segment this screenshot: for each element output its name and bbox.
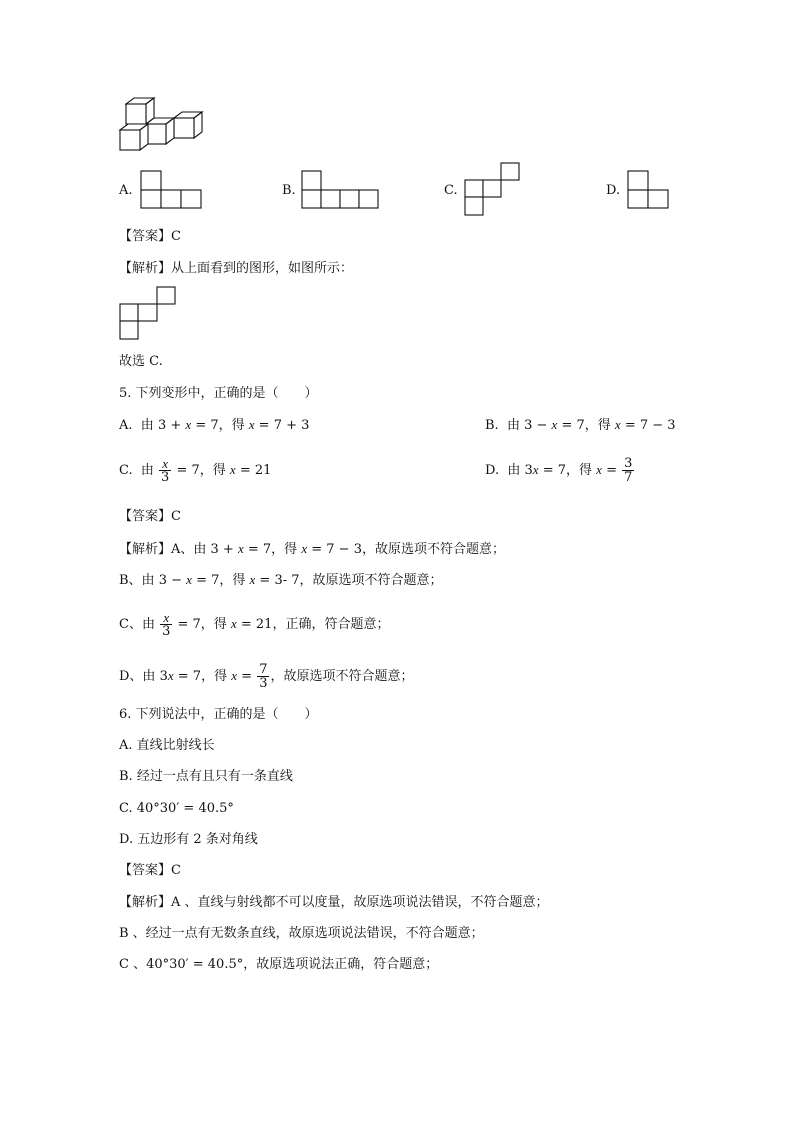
- q5-analysis-c-fraction: [160, 611, 172, 638]
- q5-option-c-num: x: [159, 457, 171, 471]
- q5-analysis-d-den: 3: [259, 676, 268, 691]
- q5-analysis-c-a2: = 7，得: [177, 617, 227, 632]
- q5-option-b-pre: 由: [506, 418, 520, 433]
- cube-stack-figure: [112, 96, 212, 158]
- q4-option-d-label[interactable]: D.: [606, 183, 621, 198]
- q5-analysis-d-num: 7: [259, 662, 268, 677]
- q5-analysis-a-tail: ，故原选项不符合题意；: [361, 542, 505, 557]
- q5-analysis-a-var2: x: [301, 541, 308, 556]
- q5-option-d[interactable]: [485, 455, 635, 486]
- q5-option-c-fraction: [159, 457, 171, 484]
- q4-option-d-figure: [626, 170, 670, 210]
- q5-analysis-d-var: x: [167, 668, 174, 683]
- q5-option-b-var2: x: [614, 417, 621, 432]
- q5-analysis-d-a3: =: [241, 669, 253, 684]
- q5-option-d-var2: x: [596, 462, 602, 477]
- q5-option-d-eq1b: = 7，得: [542, 463, 593, 478]
- q6-analysis-c: C 、40°30′ = 40.5°，故原选项说法正确，符合题意；: [119, 957, 439, 972]
- q5-option-d-pre: 由: [507, 463, 521, 478]
- q4-option-b-figure: [301, 170, 381, 210]
- q5-analysis-c-pre: C、由: [119, 617, 155, 632]
- q5-option-a[interactable]: [119, 417, 309, 434]
- q5-analysis-b-a2: = 7，得: [196, 573, 246, 588]
- q4-option-a-label[interactable]: A.: [119, 183, 133, 198]
- q5-option-a-label: A.: [119, 418, 133, 433]
- q4-option-b-label[interactable]: B.: [282, 183, 296, 198]
- q5-analysis-c: [119, 609, 389, 640]
- q5-analysis-c-var: x: [230, 616, 237, 631]
- q6-analysis-a: 【解析】A 、直线与射线都不可以度量，故原选项说法错误，不符合题意；: [119, 895, 549, 910]
- q5-option-c-tail: = 21: [239, 463, 272, 478]
- q5-option-c-mid: = 7，得: [176, 463, 226, 478]
- q5-option-d-den: 7: [624, 470, 633, 485]
- q5-option-c[interactable]: [119, 455, 271, 486]
- q5-analysis-b-pre: B、由: [119, 573, 155, 588]
- q5-option-a-var2: x: [248, 417, 255, 432]
- q5-analysis-d-var2: x: [231, 668, 237, 683]
- q6-option-a[interactable]: A. 直线比射线长: [119, 738, 215, 753]
- q5-option-a-eq2b: = 7 + 3: [258, 418, 310, 433]
- q4-answer: 【答案】C: [119, 229, 181, 244]
- q5-option-a-eq1b: = 7，得: [195, 418, 245, 433]
- q5-analysis-d-pre: D、由: [119, 669, 156, 684]
- cube-right: [174, 112, 202, 138]
- q5-option-c-var: x: [229, 462, 236, 477]
- q5-analysis-d-a1: 3: [159, 669, 168, 684]
- q4-conclusion: 故选 C.: [119, 354, 163, 369]
- q5-option-d-eq2b: =: [606, 463, 617, 478]
- q4-analysis: 【解析】从上面看到的图形，如图所示：: [119, 261, 354, 276]
- q5-option-a-pre: 由: [140, 418, 154, 433]
- q5-analysis-c-tail: ，正确，符合题意；: [272, 617, 390, 632]
- q5-option-d-label: D.: [485, 463, 500, 478]
- q5-analysis-d-a2: = 7，得: [177, 669, 228, 684]
- q5-analysis-b: [119, 572, 443, 589]
- q5-analysis-b-a3: = 3- 7: [259, 573, 300, 588]
- q6-analysis-b: B 、经过一点有无数条直线，故原选项说法错误，不符合题意；: [119, 926, 484, 941]
- q5-option-a-eq1a: 3 +: [157, 418, 182, 433]
- q5-option-c-den: 3: [161, 470, 170, 485]
- q5-option-d-var: x: [532, 462, 539, 477]
- q6-answer: 【答案】C: [119, 863, 181, 878]
- q6-option-d[interactable]: D. 五边形有 2 条对角线: [119, 832, 258, 847]
- q5-option-d-num: 3: [624, 456, 633, 471]
- q6-option-c[interactable]: C. 40°30′ = 40.5°: [119, 801, 234, 816]
- q5-stem: 5. 下列变形中，正确的是（ ）: [119, 386, 318, 401]
- cube-top: [126, 98, 154, 124]
- q4-option-c-label[interactable]: C.: [444, 183, 458, 198]
- q5-option-b-eq2b: = 7 − 3: [624, 418, 676, 433]
- q5-option-d-eq1a: 3: [524, 463, 533, 478]
- q6-stem: 6. 下列说法中，正确的是（ ）: [119, 707, 318, 722]
- q5-analysis-a: [119, 541, 505, 558]
- q5-analysis-a-a1: 3 +: [210, 542, 234, 557]
- q5-analysis-d: [119, 661, 413, 692]
- q5-analysis-c-den: 3: [162, 624, 171, 639]
- q5-option-a-var: x: [185, 417, 192, 432]
- q4-analysis-figure: [119, 286, 179, 342]
- q5-analysis-c-num: x: [160, 611, 172, 625]
- q5-analysis-a-a3: = 7 − 3: [311, 542, 362, 557]
- q5-option-b-label: B.: [485, 418, 499, 433]
- q5-analysis-a-a2: = 7，得: [247, 542, 298, 557]
- q5-analysis-c-a3: = 21: [240, 617, 273, 632]
- q5-option-c-label: C.: [119, 463, 133, 478]
- cube-front-left: [120, 124, 148, 150]
- q6-option-b[interactable]: B. 经过一点有且只有一条直线: [119, 769, 293, 784]
- q5-analysis-b-var2: x: [249, 572, 256, 587]
- q5-option-c-pre: 由: [140, 463, 154, 478]
- q5-analysis-b-tail: ，故原选项不符合题意；: [299, 573, 443, 588]
- q5-analysis-d-fraction: [257, 663, 269, 690]
- q5-analysis-b-a1: 3 −: [158, 573, 182, 588]
- q5-analysis-d-tail: ，故原选项不符合题意；: [270, 669, 414, 684]
- q5-analysis-a-var: x: [237, 541, 244, 556]
- q5-analysis-b-var: x: [186, 572, 192, 587]
- q5-option-b-eq1b: = 7，得: [561, 418, 611, 433]
- q4-option-c-figure: [463, 162, 523, 218]
- q5-answer: 【答案】C: [119, 509, 181, 524]
- q5-option-b-eq1a: 3 −: [524, 418, 548, 433]
- q5-option-d-fraction: [622, 457, 634, 484]
- q5-analysis-a-pre: 【解析】A、由: [119, 542, 207, 557]
- q4-option-a-figure: [140, 170, 204, 210]
- cube-middle: [146, 118, 174, 144]
- q5-option-b-var: x: [551, 417, 558, 432]
- q5-option-b[interactable]: [485, 417, 676, 434]
